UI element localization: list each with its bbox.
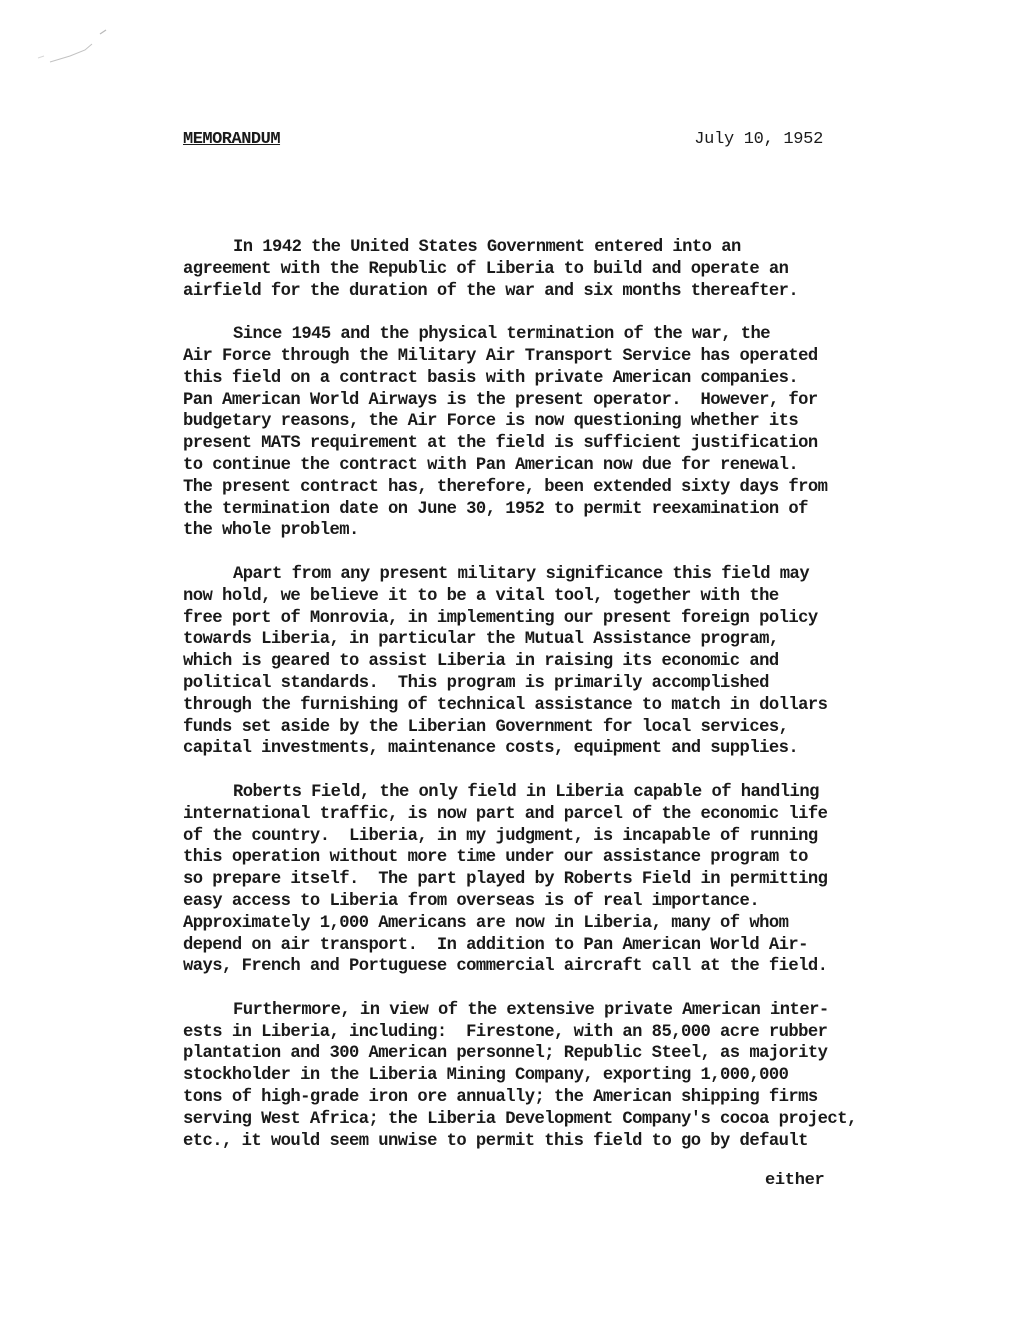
text-line: In 1942 the United States Government entered into an xyxy=(233,238,741,257)
text-line: which is geared to assist Liberia in raising its economic and xyxy=(183,652,779,672)
memo-body xyxy=(183,237,903,1174)
text-line: ways, French and Portuguese commercial aircraft call at the field. xyxy=(183,957,828,977)
paragraph-2 xyxy=(183,324,903,542)
text-line: Furthermore, in view of the extensive private American inter- xyxy=(233,1000,829,1020)
text-line: so prepare itself. The part played by Roberts Field in permitting xyxy=(183,870,828,890)
text-line: serving West Africa; the Liberia Development Company's cocoa project, xyxy=(183,1109,857,1129)
text-line: depend on air transport. In addition to Pan American World Air- xyxy=(183,935,808,955)
text-line: funds set aside by the Liberian Government for local services, xyxy=(183,717,789,737)
text-line: airfield for the duration of the war and six months thereafter. xyxy=(183,281,799,301)
text-line: free port of Monrovia, in implementing our present foreign policy xyxy=(183,608,818,628)
text-line: international traffic, is now part and parcel of the economic life xyxy=(183,804,828,824)
text-line: Air Force through the Military Air Transport Service has operated xyxy=(183,346,818,366)
text-line: present MATS requirement at the field is sufficient justification xyxy=(183,434,818,454)
text-line: of the country. Liberia, in my judgment, is incapable of running xyxy=(183,826,818,846)
paper-smudge-marks xyxy=(30,20,120,70)
text-line: stockholder in the Liberia Mining Company, exporting 1,000,000 xyxy=(183,1066,789,1086)
text-line: towards Liberia, in particular the Mutual Assistance program, xyxy=(183,630,779,650)
text-line: through the furnishing of technical assistance to match in dollars xyxy=(183,695,828,715)
text-line: plantation and 300 American personnel; Republic Steel, as majority xyxy=(183,1044,828,1064)
text-line: agreement with the Republic of Liberia to build and operate an xyxy=(183,259,789,279)
text-line: now hold, we believe it to be a vital tool, together with the xyxy=(183,586,779,606)
text-line: the whole problem. xyxy=(183,521,359,541)
text-line: budgetary reasons, the Air Force is now questioning whether its xyxy=(183,412,799,432)
paragraph-4 xyxy=(183,782,903,978)
text-line: tons of high-grade iron ore annually; the American shipping firms xyxy=(183,1088,818,1108)
text-line: Apart from any present military significance this field may xyxy=(233,564,810,584)
text-line: Approximately 1,000 Americans are now in Liberia, many of whom xyxy=(183,913,789,933)
text-line: political standards. This program is primarily accomplished xyxy=(183,673,769,693)
memo-heading: MEMORANDUM xyxy=(183,130,281,149)
paragraph-3 xyxy=(183,564,903,760)
text-line: the termination date on June 30, 1952 to permit reexamination of xyxy=(183,499,808,519)
text-line: to continue the contract with Pan American now due for renewal. xyxy=(183,455,799,475)
text-line: Since 1945 and the physical termination of the war, the xyxy=(233,325,771,345)
text-line: Pan American World Airways is the present operator. However, for xyxy=(183,390,818,410)
memo-header xyxy=(183,130,823,160)
text-line: The present contract has, therefore, been extended sixty days from xyxy=(183,477,828,497)
text-line: Roberts Field, the only field in Liberia capable of handling xyxy=(233,782,819,802)
page-continuation-word: either xyxy=(765,1171,825,1190)
text-line: this operation without more time under our assistance program to xyxy=(183,848,808,868)
paragraph-5 xyxy=(183,1000,903,1153)
paragraph-1 xyxy=(183,237,903,302)
text-line: etc., it would seem unwise to permit this field to go by default xyxy=(183,1131,808,1151)
text-line: capital investments, maintenance costs, equipment and supplies. xyxy=(183,739,799,759)
text-line: this field on a contract basis with private American companies. xyxy=(183,368,799,388)
text-line: ests in Liberia, including: Firestone, with an 85,000 acre rubber xyxy=(183,1022,828,1042)
memo-date: July 10, 1952 xyxy=(694,130,823,149)
text-line: easy access to Liberia from overseas is of real importance. xyxy=(183,891,760,911)
